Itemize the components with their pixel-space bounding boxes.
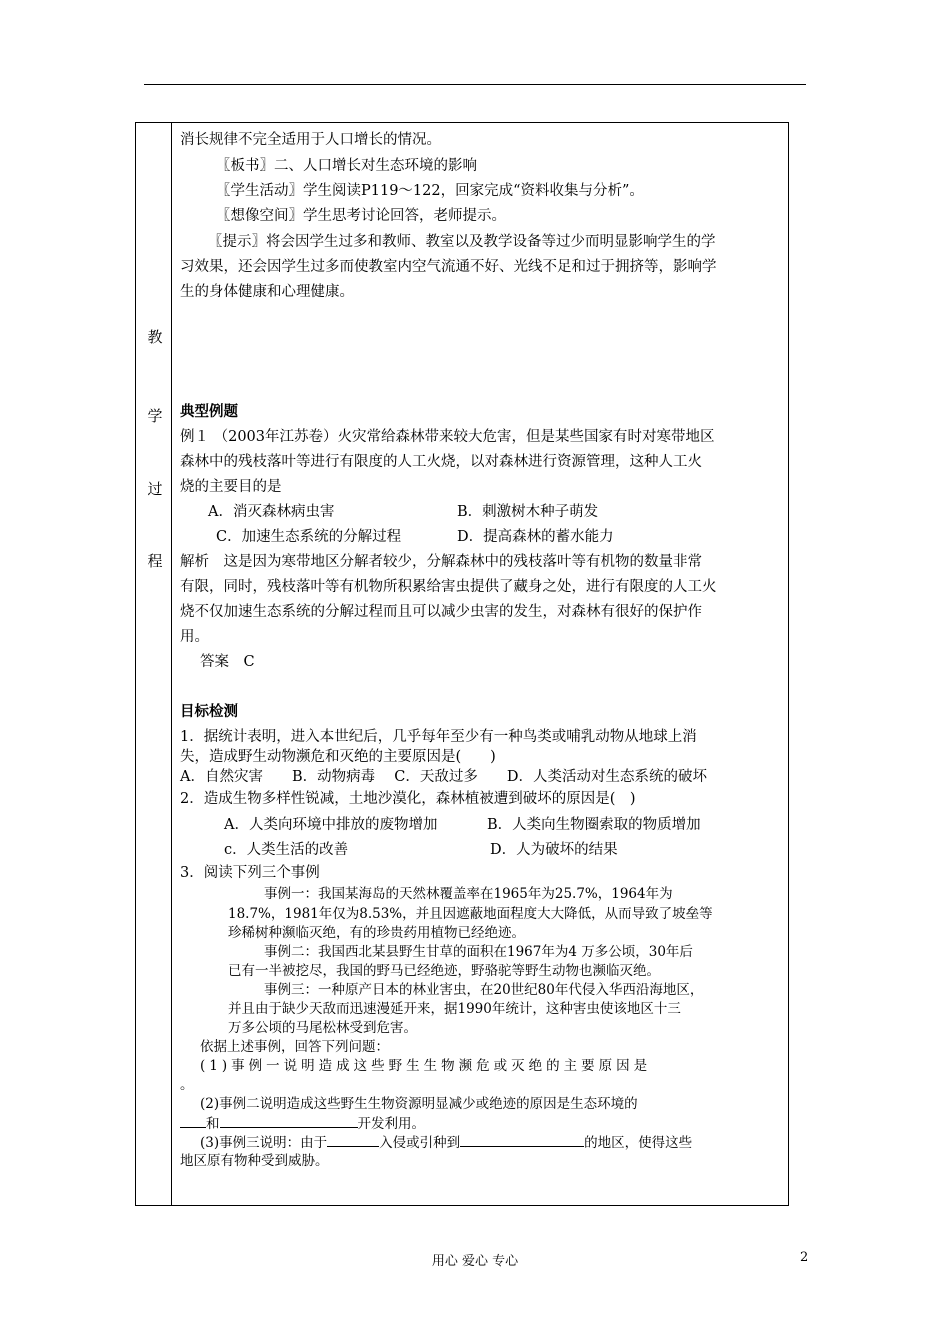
text-line: 事例一：我国某海岛的天然林覆盖率在1965年为25.7%，1964年为 [264,886,673,902]
text-line: 3．阅读下列三个事例 [180,865,320,881]
page-footer: 用心 爱心 专心 [431,1254,519,1269]
option-a: A．消灭森林病虫害 [208,504,335,520]
text-line: 2．造成生物多样性锐减，土地沙漠化，森林植被遭到破坏的原因是( ) [180,791,636,807]
section-heading: 典型例题 [180,404,238,420]
text-line: A．自然灾害 B．动物病毒 C．天敌过多 D．人类活动对生态系统的破坏 [180,769,707,785]
page-number: 2 [800,1250,809,1265]
text-line: 有限，同时，残枝落叶等有机物所积累给害虫提供了藏身之处，进行有限度的人工火 [180,579,717,595]
text-line: 消长规律不完全适用于人口增长的情况。 [180,132,441,148]
text-line: 森林中的残枝落叶等进行有限度的人工火烧，以对森林进行资源管理，这种人工火 [180,454,702,470]
fill-blank[interactable] [327,1132,379,1147]
fill-blank[interactable] [460,1132,584,1147]
side-label-char: 学 [147,407,163,425]
option-c: c．人类生活的改善 [224,842,349,858]
text-line: (1)事例一说明造成这些野生生物濒危或灭绝的主要原因是 [200,1058,652,1074]
side-label-char: 程 [147,552,163,570]
text-line: 事例二：我国西北某县野生甘草的面积在1967年为4 万多公顷，30年后 [264,944,693,960]
side-label-char: 过 [147,480,163,498]
text-line: 。 [180,1077,194,1093]
fill-blank[interactable] [180,1113,206,1128]
text-line: (2)事例二说明造成这些野生生物资源明显减少或绝迹的原因是生态环境的 [200,1096,638,1112]
option-b: B．人类向生物圈索取的物质增加 [487,817,701,833]
text-line: 用。 [180,629,209,645]
text-line: 解析 这是因为寒带地区分解者较少，分解森林中的残枝落叶等有机物的数量非常 [180,554,702,570]
text-span: 的地区，使得这些 [584,1135,693,1151]
text-line [200,1132,692,1153]
text-line: 已有一半被挖尽，我国的野马已经绝迹，野骆驼等野生动物也濒临灭绝。 [228,963,660,979]
column-divider [171,122,172,1206]
text-line: 习效果，还会因学生过多而使教室内空气流通不好、光线不足和过于拥挤等，影响学 [180,259,717,275]
text-span: 和 [206,1116,220,1132]
text-line: 〖学生活动〗学生阅读P119～122，回家完成“资料收集与分析”。 [216,183,644,199]
fill-blank[interactable] [220,1113,358,1128]
option-b: B．刺激树木种子萌发 [457,504,599,520]
text-line: 18.7%，1981年仅为8.53%，并且因遮蔽地面程度大大降低，从而导致了坡垒等 [228,906,713,922]
text-line: 事例三：一种原产日本的林业害虫，在20世纪80年代侵入华西沿海地区， [264,982,704,998]
text-line [180,1113,425,1134]
text-line: 〖提示〗将会因学生过多和教师、教室以及教学设备等过少而明显影响学生的学 [208,234,716,250]
text-line: 例１ （2003年江苏卷）火灾常给森林带来较大危害，但是某些国家有时对寒带地区 [180,429,715,445]
text-line: 〖板书〗二、人口增长对生态环境的影响 [216,158,477,174]
text-line: 失，造成野生动物濒危和灭绝的主要原因是( ) [180,749,496,765]
text-line: 依据上述事例，回答下列问题： [200,1039,389,1055]
text-line: 珍稀树种濒临灭绝，有的珍贵药用植物已经绝迹。 [228,925,525,941]
text-line: 万多公顷的马尾松林受到危害。 [228,1020,417,1036]
text-span: (3)事例三说明：由于 [200,1135,328,1151]
text-span: 入侵或引种到 [379,1135,461,1151]
text-span: 开发利用。 [357,1116,425,1132]
text-line: 〖想像空间〗学生思考讨论回答，老师提示。 [216,208,506,224]
text-line: 生的身体健康和心理健康。 [180,284,354,300]
text-line: 1．据统计表明，进入本世纪后，几乎每年至少有一种鸟类或哺乳动物从地球上消 [180,729,697,745]
header-rule [144,84,806,85]
section-heading: 目标检测 [180,704,238,720]
text-line: 烧不仅加速生态系统的分解过程而且可以减少虫害的发生，对森林有很好的保护作 [180,604,702,620]
text-line: 地区原有物种受到威胁。 [180,1153,329,1169]
option-d: D．人为破坏的结果 [490,842,618,858]
text-line: 并且由于缺少天敌而迅速漫延开来，据1990年统计，这种害虫使该地区十三 [228,1001,681,1017]
option-d: D．提高森林的蓄水能力 [457,529,614,545]
side-label-char: 教 [147,328,163,346]
answer-line: 答案 C [200,654,255,670]
text-line: 烧的主要目的是 [180,479,282,495]
option-c: C．加速生态系统的分解过程 [216,529,402,545]
option-a: A．人类向环境中排放的废物增加 [224,817,438,833]
